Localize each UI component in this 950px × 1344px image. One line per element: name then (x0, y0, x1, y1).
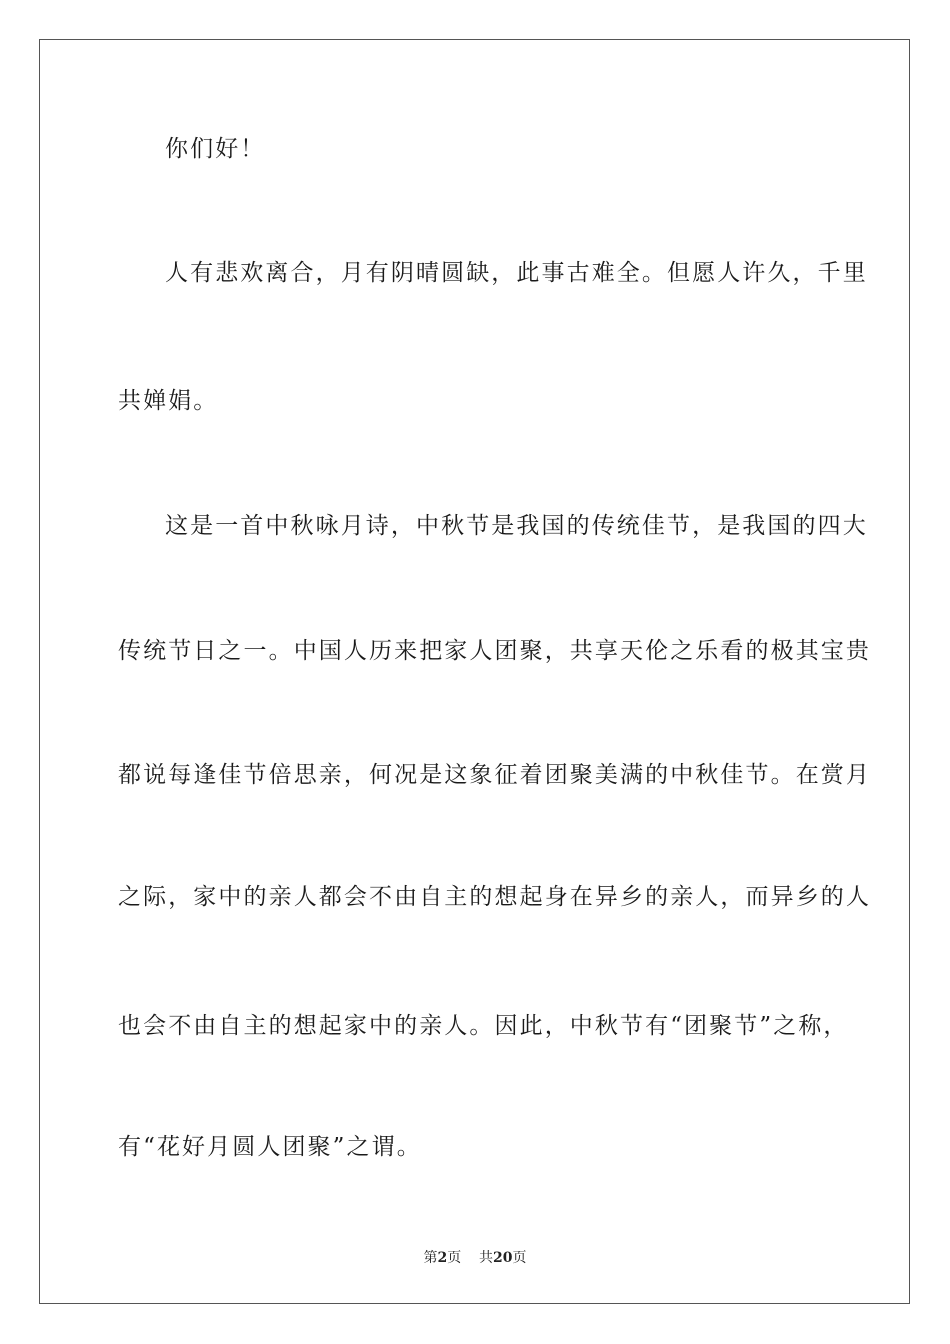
paragraph-line: 有“花好月圆人团聚”之谓。 (118, 1134, 422, 1160)
paragraph-line: 共婵娟。 (118, 388, 219, 414)
total-pages: 20 (493, 1250, 513, 1266)
total-prefix: 共 (479, 1250, 494, 1266)
total-suffix: 页 (512, 1250, 527, 1266)
page-frame (39, 39, 910, 1304)
paragraph-line: 这是一首中秋咏月诗，中秋节是我国的传统佳节，是我国的四大 (165, 513, 868, 539)
paragraph-line: 也会不由自主的想起家中的亲人。因此，中秋节有“团聚节”之称， (118, 1013, 849, 1039)
page-number: 2 (437, 1250, 448, 1266)
paragraph-line: 之际，家中的亲人都会不由自主的想起身在异乡的亲人，而异乡的人 (118, 884, 871, 910)
paragraph-line: 人有悲欢离合，月有阴晴圆缺，此事古难全。但愿人许久，千里 (165, 260, 868, 286)
page-footer (0, 1247, 950, 1267)
paragraph-line: 传统节日之一。中国人历来把家人团聚，共享天伦之乐看的极其宝贵 (118, 638, 871, 664)
page-suffix: 页 (447, 1250, 462, 1266)
paragraph-line: 都说每逢佳节倍思亲，何况是这象征着团聚美满的中秋佳节。在赏月 (118, 762, 871, 788)
page-prefix: 第 (423, 1250, 438, 1266)
greeting-line: 你们好！ (165, 136, 266, 162)
